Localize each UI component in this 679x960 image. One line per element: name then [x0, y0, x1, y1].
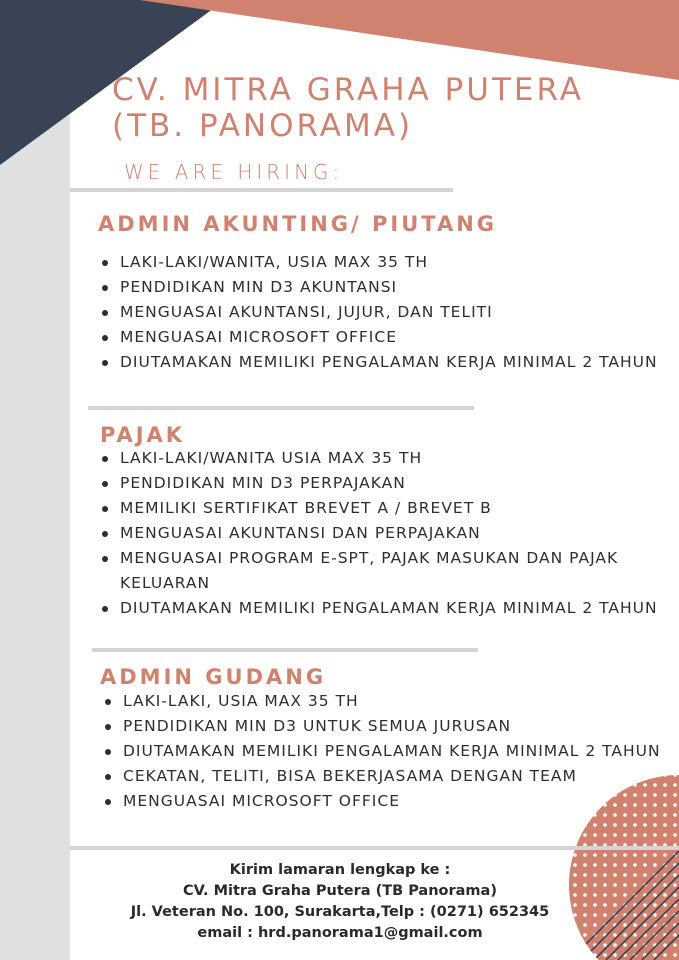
- list-item: PENDIDIKAN MIN D3 AKUNTANSI: [100, 275, 665, 300]
- list-item: MENGUASAI MICROSOFT OFFICE: [103, 789, 663, 814]
- divider: [70, 188, 453, 192]
- section-title-admin-gudang: ADMIN GUDANG: [100, 665, 327, 689]
- hiring-heading: WE ARE HIRING:: [124, 160, 344, 184]
- list-item: PENDIDIKAN MIN D3 UNTUK SEMUA JURUSAN: [103, 714, 663, 739]
- list-item: MENGUASAI MICROSOFT OFFICE: [100, 325, 665, 350]
- list-item: LAKI-LAKI/WANITA USIA MAX 35 TH: [100, 446, 665, 471]
- list-item: LAKI-LAKI, USIA MAX 35 TH: [103, 689, 663, 714]
- list-item: MENGUASAI AKUNTANSI, JUJUR, DAN TELITI: [100, 300, 665, 325]
- requirements-pajak: [100, 446, 665, 621]
- list-item: DIUTAMAKAN MEMILIKI PENGALAMAN KERJA MINIMAL 2 TAHUN: [100, 596, 665, 621]
- list-item: MENGUASAI AKUNTANSI DAN PERPAJAKAN: [100, 521, 665, 546]
- list-item: DIUTAMAKAN MEMILIKI PENGALAMAN KERJA MINIMAL 2 TAHUN: [100, 350, 665, 375]
- contact-info: [70, 860, 610, 944]
- section-title-pajak: PAJAK: [100, 423, 186, 447]
- requirements-admin-gudang: [103, 689, 663, 814]
- divider: [92, 648, 478, 652]
- section-title-admin-akunting: ADMIN AKUNTING/ PIUTANG: [98, 212, 498, 236]
- requirements-admin-akunting: [100, 250, 665, 375]
- list-item: PENDIDIKAN MIN D3 PERPAJAKAN: [100, 471, 665, 496]
- divider: [70, 846, 679, 850]
- company-name: CV. MITRA GRAHA PUTERA: [112, 72, 585, 108]
- list-item: LAKI-LAKI/WANITA, USIA MAX 35 TH: [100, 250, 665, 275]
- address: Jl. Veteran No. 100, Surakarta,Telp : (0271) 652345: [130, 904, 550, 920]
- list-item: MENGUASAI PROGRAM E-SPT, PAJAK MASUKAN DAN PAJAK KELUARAN: [100, 546, 665, 596]
- divider: [88, 406, 474, 410]
- list-item: DIUTAMAKAN MEMILIKI PENGALAMAN KERJA MINIMAL 2 TAHUN: [103, 739, 663, 764]
- list-item: CEKATAN, TELITI, BISA BEKERJASAMA DENGAN TEAM: [103, 764, 663, 789]
- apply-instruction: Kirim lamaran lengkap ke :: [229, 862, 451, 878]
- company-title: [112, 72, 652, 144]
- salmon-top-band: [140, 0, 679, 80]
- email: email : hrd.panorama1@gmail.com: [197, 925, 483, 941]
- company-alias: (TB. PANORAMA): [112, 108, 414, 144]
- list-item: MEMILIKI SERTIFIKAT BREVET A / BREVET B: [100, 496, 665, 521]
- company-contact-name: CV. Mitra Graha Putera (TB Panorama): [183, 883, 497, 899]
